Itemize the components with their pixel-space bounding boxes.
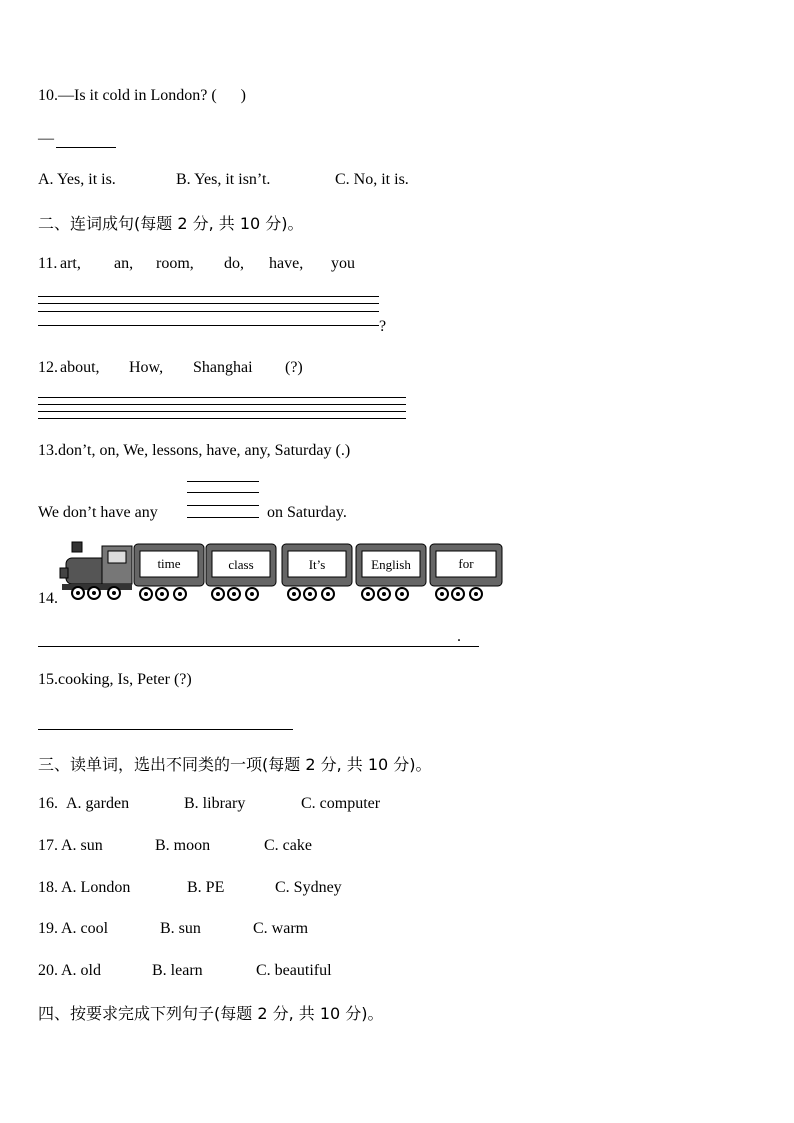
q11-writing-line[interactable] (38, 311, 379, 312)
q11-writing-line[interactable] (38, 325, 379, 326)
q10-option-c: C. No, it is. (335, 171, 409, 188)
q11-writing-line[interactable] (38, 296, 379, 297)
q14-number: 14. (38, 590, 58, 607)
q13-blank-line[interactable] (187, 505, 259, 506)
q17-option-a: A. sun (61, 837, 103, 854)
q12-writing-line[interactable] (38, 404, 406, 405)
q14-answer-line[interactable] (38, 646, 479, 647)
q13-prompt: 13.don’t, on, We, lessons, have, any, Saturday (.) (38, 442, 351, 459)
train-car-label-1: time (157, 556, 181, 571)
q16-number: 16. (38, 795, 58, 812)
train-car (134, 544, 204, 600)
q19-option-b: B. sun (160, 920, 201, 937)
train-illustration (58, 538, 506, 606)
q10-option-a: A. Yes, it is. (38, 171, 116, 188)
q12-word-1: about, (60, 359, 100, 376)
q11-word-2: an, (114, 255, 134, 272)
q11-question-mark: ? (379, 318, 387, 335)
q10-answer-dash: — (38, 130, 54, 147)
q12-word-3: Shanghai (193, 359, 253, 376)
q11-number: 11. (38, 255, 58, 272)
q20-option-c: C. beautiful (256, 962, 332, 979)
section-2-heading: 二、连词成句(每题 2 分, 共 10 分)。 (38, 214, 304, 233)
q17-option-c: C. cake (264, 837, 312, 854)
q18-option-a: A. London (61, 879, 131, 896)
q19-option-a: A. cool (61, 920, 109, 937)
q16-option-a: A. garden (66, 795, 130, 812)
q13-sentence-start: We don’t have any (38, 504, 158, 521)
section-4-heading: 四、按要求完成下列句子(每题 2 分, 共 10 分)。 (38, 1004, 384, 1023)
q11-word-3: room, (156, 255, 194, 272)
q13-sentence-end: on Saturday. (267, 504, 347, 521)
q10-prompt: 10.—Is it cold in London? ( ) (38, 87, 246, 104)
section-3-heading: 三、读单词，选出不同类的一项(每题 2 分, 共 10 分)。 (38, 755, 432, 774)
q16-option-c: C. computer (301, 795, 381, 812)
train-car-label-3: It’s (308, 557, 326, 572)
q13-blank-line[interactable] (187, 481, 259, 482)
q11-writing-line[interactable] (38, 303, 379, 304)
q20-option-b: B. learn (152, 962, 203, 979)
q19-number: 19. (38, 920, 58, 937)
q12-writing-line[interactable] (38, 397, 406, 398)
q17-number: 17. (38, 837, 58, 854)
q19-option-c: C. warm (253, 920, 309, 937)
q12-word-4: (?) (285, 359, 303, 376)
q12-writing-line[interactable] (38, 411, 406, 412)
train-car-label-2: class (228, 557, 254, 572)
q13-blank-line[interactable] (187, 517, 259, 518)
train-car-label-5: for (458, 556, 474, 571)
q10-answer-blank[interactable] (56, 147, 116, 148)
q10-option-b: B. Yes, it isn’t. (176, 171, 271, 188)
q18-option-c: C. Sydney (275, 879, 342, 896)
q20-option-a: A. old (61, 962, 101, 979)
q15-answer-line[interactable] (38, 729, 293, 730)
q14-period: . (457, 628, 461, 645)
train-car (430, 544, 502, 600)
locomotive-icon (60, 542, 132, 599)
q13-blank-line[interactable] (187, 492, 259, 493)
q12-word-2: How, (129, 359, 164, 376)
q18-number: 18. (38, 879, 58, 896)
q20-number: 20. (38, 962, 58, 979)
q12-writing-line[interactable] (38, 418, 406, 419)
q16-option-b: B. library (184, 795, 246, 812)
q15-prompt: 15.cooking, Is, Peter (?) (38, 671, 192, 688)
q11-word-4: do, (224, 255, 244, 272)
q11-word-6: you (331, 255, 355, 272)
train-car-label-4: English (371, 557, 411, 572)
q11-word-5: have, (269, 255, 304, 272)
q11-word-1: art, (60, 255, 81, 272)
q17-option-b: B. moon (155, 837, 211, 854)
q12-number: 12. (38, 359, 58, 376)
q18-option-b: B. PE (187, 879, 225, 896)
